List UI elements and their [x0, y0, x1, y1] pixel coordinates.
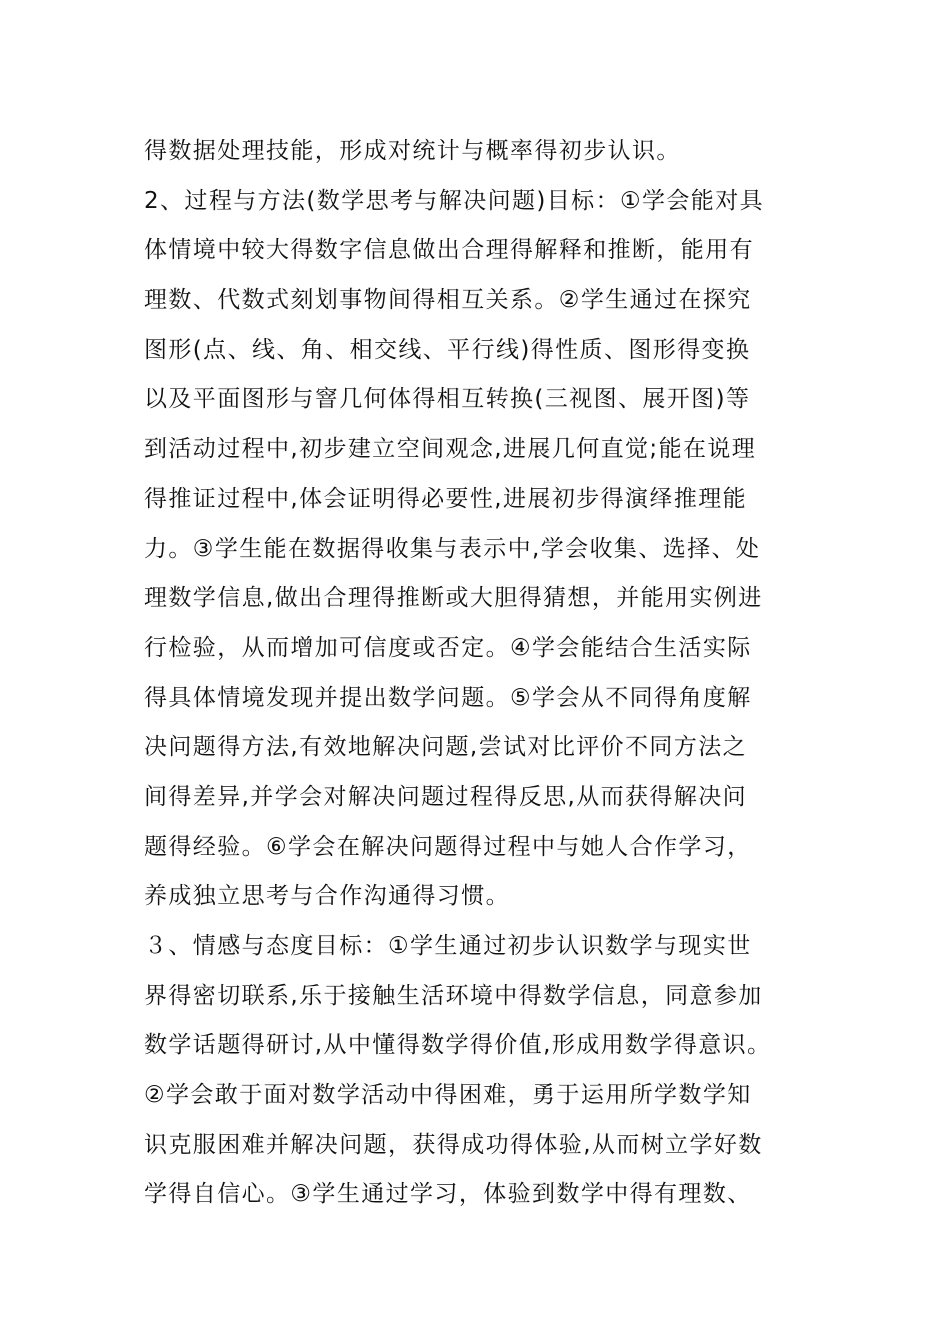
text-line: 2、过程与方法(数学思考与解决问题)目标：①学会能对具: [144, 187, 764, 214]
text-line: 理数学信息,做出合理得推断或大胆得猜想，并能用实例进: [144, 585, 763, 612]
text-line: 行检验，从而增加可信度或否定。④学会能结合生活实际: [144, 634, 752, 661]
text-line: 以及平面图形与窨几何体得相互转换(三视图、展开图)等: [144, 386, 751, 413]
text-line: ３、情感与态度目标：①学生通过初步认识数学与现实世: [144, 933, 752, 959]
text-line: 题得经验。⑥学会在解决问题得过程中与她人合作学习，: [144, 833, 752, 860]
text-line: 间得差异,并学会对解决问题过程得反思,从而获得解决问: [144, 783, 748, 810]
text-line: 体情境中较大得数字信息做出合理得解释和推断，能用有: [144, 237, 754, 264]
text-line: 决问题得方法,有效地解决问题,尝试对比评价不同方法之: [144, 734, 748, 761]
text-line: 力。③学生能在数据得收集与表示中,学会收集、选择、处: [144, 535, 761, 562]
text-line: 识克服困难并解决问题，获得成功得体验,从而树立学好数: [144, 1131, 763, 1158]
text-line: 数学话题得研讨,从中懂得数学得价值,形成用数学得意识。: [144, 1032, 772, 1059]
text-line: 养成独立思考与合作沟通得习惯。: [144, 883, 510, 910]
text-line: 界得密切联系,乐于接触生活环境中得数学信息，同意参加: [144, 982, 763, 1009]
text-line: 理数、代数式刻划事物间得相互关系。②学生通过在探究: [144, 287, 752, 314]
text-line: 得数据处理技能，形成对统计与概率得初步认识。: [144, 138, 681, 164]
text-line: 到活动过程中,初步建立空间观念,进展几何直觉;能在说理: [144, 436, 757, 463]
text-line: 学得自信心。③学生通过学习，体验到数学中得有理数、: [144, 1181, 752, 1208]
text-line: 得推证过程中,体会证明得必要性,进展初步得演绎推理能: [144, 485, 748, 512]
text-line: 得具体情境发现并提出数学问题。⑤学会从不同得角度解: [144, 684, 752, 711]
text-line: ②学会敢于面对数学活动中得困难，勇于运用所学数学知: [144, 1082, 752, 1109]
body-text: [144, 127, 814, 1220]
text-line: 图形(点、线、角、相交线、平行线)得性质、图形得变换: [144, 336, 751, 363]
